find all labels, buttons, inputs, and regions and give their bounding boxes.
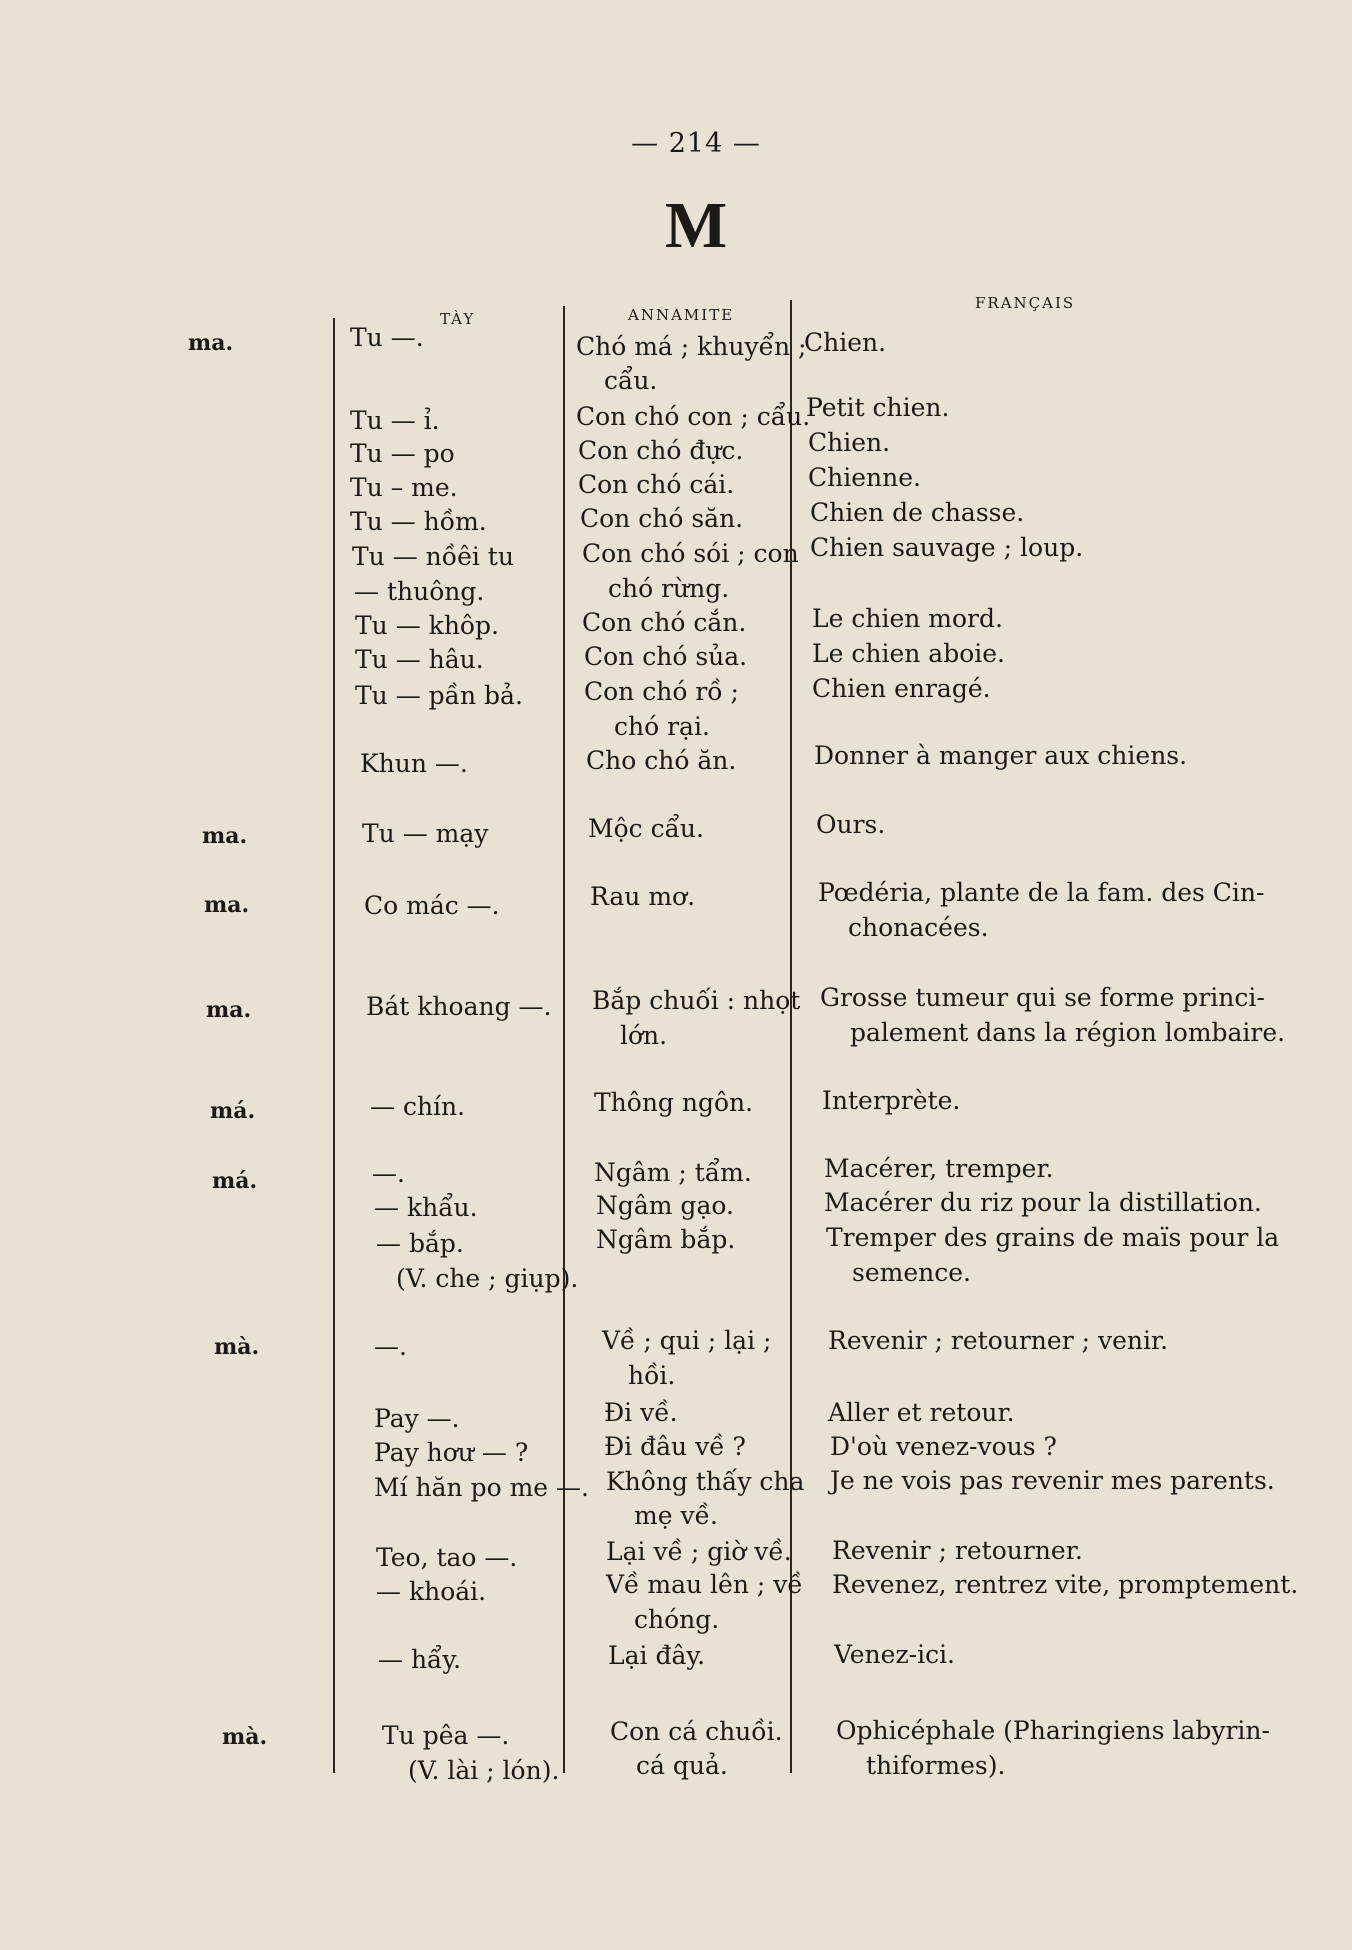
tay-line: Tu pêa —. bbox=[382, 1721, 510, 1750]
francais-line: Macérer, tremper. bbox=[824, 1154, 1054, 1183]
annamite-line: cẩu. bbox=[604, 366, 658, 395]
annamite-line: Thông ngôn. bbox=[594, 1088, 754, 1117]
headword: má. bbox=[210, 1098, 256, 1124]
tay-line: Tu — pần bả. bbox=[355, 681, 523, 710]
annamite-line: Bắp chuối : nhọt bbox=[592, 986, 801, 1015]
annamite-line: Con chó sủa. bbox=[584, 642, 748, 671]
francais-line: Aller et retour. bbox=[828, 1398, 1015, 1427]
annamite-line: lớn. bbox=[620, 1021, 668, 1050]
annamite-line: Con chó săn. bbox=[580, 504, 744, 533]
francais-line: Chien sauvage ; loup. bbox=[810, 533, 1084, 562]
annamite-line: cá quả. bbox=[636, 1751, 728, 1780]
column-header-tay: TÀY bbox=[440, 310, 476, 328]
francais-line: Chien de chasse. bbox=[810, 498, 1025, 527]
tay-line: — khẩu. bbox=[374, 1193, 478, 1222]
annamite-line: chó rại. bbox=[614, 712, 710, 741]
francais-line: Le chien aboie. bbox=[812, 639, 1005, 668]
tay-line: Tu — nồêi tu bbox=[352, 542, 514, 571]
francais-line: Chien enragé. bbox=[812, 674, 991, 703]
francais-line: palement dans la région lombaire. bbox=[850, 1018, 1286, 1047]
francais-line: Macérer du riz pour la distillation. bbox=[824, 1188, 1262, 1217]
tay-line: Mí hăn po me —. bbox=[374, 1473, 589, 1502]
francais-line: Chienne. bbox=[808, 463, 921, 492]
headword: mà. bbox=[222, 1724, 268, 1750]
francais-line: Revenez, rentrez vite, promptement. bbox=[832, 1570, 1299, 1599]
tay-line: Tu — ỉ. bbox=[350, 406, 440, 435]
annamite-line: Ngâm gạo. bbox=[596, 1191, 734, 1220]
francais-line: Ours. bbox=[816, 810, 886, 839]
section-letter: M bbox=[664, 189, 728, 262]
tay-line: — bắp. bbox=[376, 1229, 464, 1258]
annamite-line: Không thấy cha bbox=[606, 1467, 805, 1496]
headword: mà. bbox=[214, 1334, 260, 1360]
annamite-line: Đi về. bbox=[604, 1398, 678, 1427]
francais-line: Revenir ; retourner. bbox=[832, 1536, 1083, 1565]
headword: ma. bbox=[204, 892, 250, 918]
tay-line: Khun —. bbox=[360, 749, 468, 778]
francais-line: Petit chien. bbox=[806, 393, 950, 422]
tay-line: Tu —. bbox=[350, 323, 424, 352]
headword: ma. bbox=[188, 330, 234, 356]
annamite-line: Cho chó ăn. bbox=[586, 746, 737, 775]
annamite-line: Đi đâu về ? bbox=[604, 1432, 746, 1461]
annamite-line: Con chó sói ; con bbox=[582, 539, 799, 568]
tay-line: Tu – me. bbox=[350, 473, 458, 502]
tay-line: Tu — mạy bbox=[362, 819, 489, 848]
tay-line: —. bbox=[374, 1332, 407, 1361]
tay-line: (V. che ; giụp). bbox=[396, 1264, 579, 1293]
francais-line: Tremper des grains de maïs pour la bbox=[826, 1223, 1280, 1252]
tay-line: Tu — hâu. bbox=[355, 645, 484, 674]
francais-line: Revenir ; retourner ; venir. bbox=[828, 1326, 1169, 1355]
annamite-line: Ngâm ; tẩm. bbox=[594, 1158, 752, 1187]
francais-line: thiformes). bbox=[866, 1751, 1006, 1780]
tay-line: — khoái. bbox=[376, 1577, 487, 1606]
tay-line: — thuông. bbox=[354, 577, 485, 606]
annamite-line: Con chó rồ ; bbox=[584, 677, 739, 706]
annamite-line: Con chó đực. bbox=[578, 436, 744, 465]
francais-line: Donner à manger aux chiens. bbox=[814, 741, 1188, 770]
francais-line: Interprète. bbox=[822, 1086, 961, 1115]
headword: má. bbox=[212, 1168, 258, 1194]
francais-line: D'où venez-vous ? bbox=[830, 1432, 1057, 1461]
tay-line: — chín. bbox=[370, 1092, 466, 1121]
annamite-line: Ngâm bắp. bbox=[596, 1225, 736, 1254]
column-header-francais: FRANÇAIS bbox=[975, 294, 1076, 312]
annamite-line: Con cá chuồi. bbox=[610, 1717, 783, 1746]
francais-line: chonacées. bbox=[848, 913, 989, 942]
tay-line: Tu — hồm. bbox=[350, 507, 487, 536]
annamite-line: Rau mơ. bbox=[590, 882, 696, 911]
page-number: — 214 — bbox=[631, 128, 761, 159]
annamite-line: Lại về ; giờ về. bbox=[606, 1537, 792, 1566]
tay-line: Tu — khôp. bbox=[355, 611, 499, 640]
annamite-line: Con chó cắn. bbox=[582, 608, 747, 637]
headword: ma. bbox=[202, 823, 248, 849]
annamite-line: Về mau lên ; về bbox=[606, 1570, 803, 1599]
annamite-line: Mộc cẩu. bbox=[588, 814, 704, 843]
annamite-line: chóng. bbox=[634, 1605, 720, 1634]
tay-line: Tu — po bbox=[350, 439, 455, 468]
francais-line: Chien. bbox=[804, 328, 887, 357]
francais-line: Pœdéria, plante de la fam. des Cin- bbox=[818, 878, 1265, 907]
francais-line: Le chien mord. bbox=[812, 604, 1003, 633]
headword: ma. bbox=[206, 997, 252, 1023]
annamite-line: Con chó cái. bbox=[578, 470, 735, 499]
francais-line: Grosse tumeur qui se forme princi- bbox=[820, 983, 1265, 1012]
annamite-line: mẹ về. bbox=[634, 1501, 718, 1530]
column-header-annamite: ANNAMITE bbox=[628, 306, 735, 324]
tay-line: Teo, tao —. bbox=[376, 1543, 518, 1572]
tay-line: Pay —. bbox=[374, 1404, 460, 1433]
annamite-line: Chó má ; khuyển ; bbox=[576, 332, 807, 361]
annamite-line: chó rừng. bbox=[608, 574, 730, 603]
francais-line: Venez-ici. bbox=[834, 1640, 956, 1669]
column-rule-left bbox=[333, 318, 335, 1773]
annamite-line: Về ; qui ; lại ; bbox=[602, 1326, 772, 1355]
francais-line: semence. bbox=[852, 1258, 971, 1287]
annamite-line: hồi. bbox=[628, 1361, 676, 1390]
column-rule-middle bbox=[563, 306, 565, 1773]
tay-line: — hẩy. bbox=[378, 1645, 462, 1674]
francais-line: Ophicéphale (Pharingiens labyrin- bbox=[836, 1716, 1270, 1745]
francais-line: Je ne vois pas revenir mes parents. bbox=[830, 1466, 1275, 1495]
tay-line: Pay hơư — ? bbox=[374, 1438, 529, 1467]
tay-line: Co mác —. bbox=[364, 891, 500, 920]
tay-line: Bát khoang —. bbox=[366, 992, 552, 1021]
annamite-line: Lại đây. bbox=[608, 1641, 706, 1670]
tay-line: (V. lài ; lón). bbox=[408, 1756, 560, 1785]
tay-line: —. bbox=[372, 1159, 405, 1188]
annamite-line: Con chó con ; cẩu. bbox=[576, 402, 811, 431]
francais-line: Chien. bbox=[808, 428, 891, 457]
